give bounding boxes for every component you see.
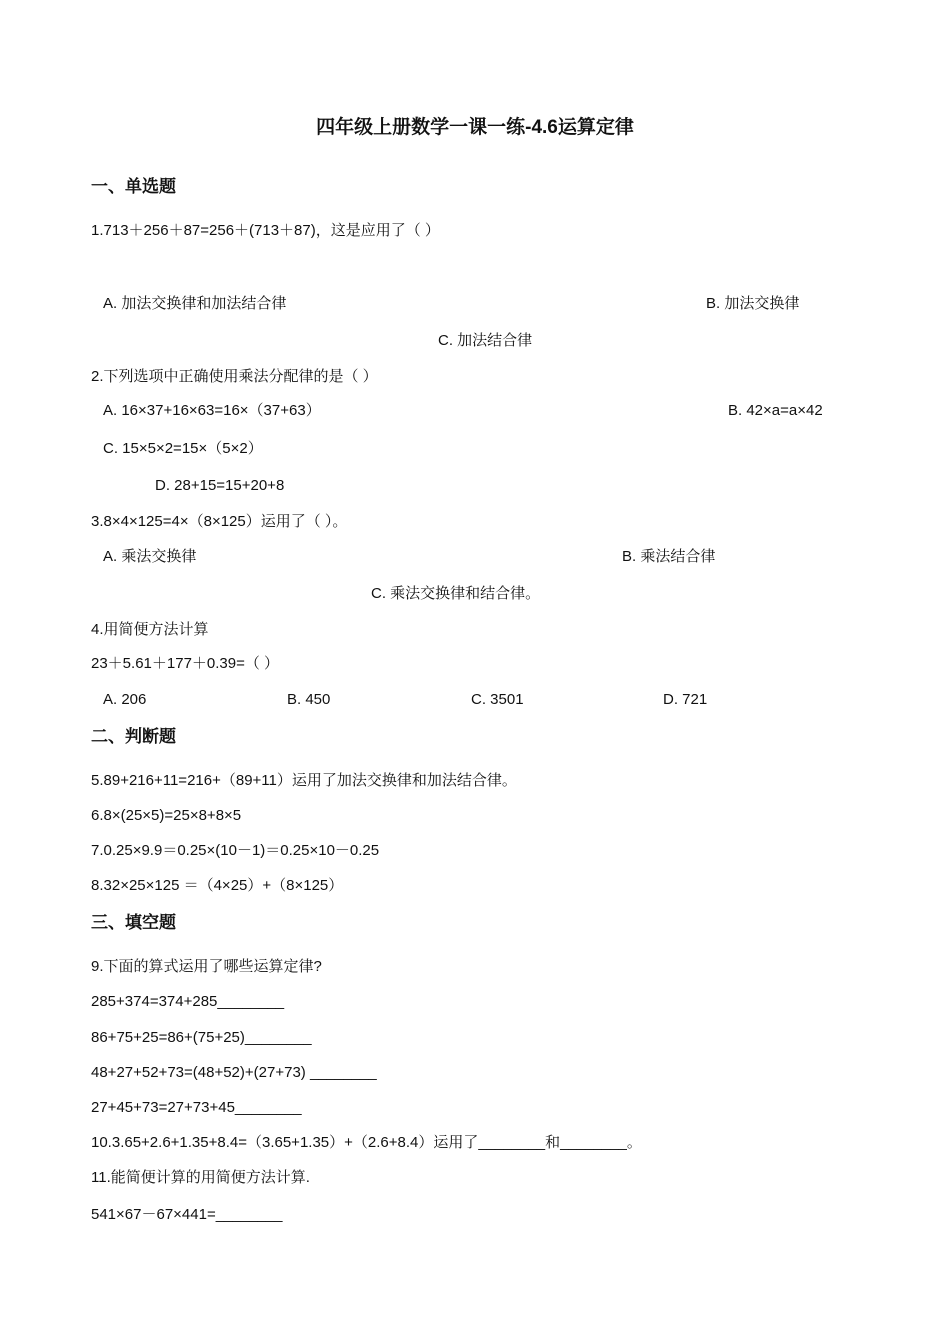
question-10-stem: 10.3.65+2.6+1.35+8.4=（3.65+1.35）+（2.6+8.4）运用了________和________。 [91,1134,642,1151]
question-9-line-4: 27+45+73=27+73+45________ [91,1099,302,1116]
question-9-line-1: 285+374=374+285________ [91,993,285,1010]
question-3-option-a: A. 乘法交换律 [103,548,197,565]
section-heading-single-choice: 一、单选题 [91,177,176,196]
question-4-option-a: A. 206 [103,691,147,708]
question-9-line-3: 48+27+52+73=(48+52)+(27+73) ________ [91,1064,377,1081]
question-3-option-b: B. 乘法结合律 [622,548,716,565]
question-9-line-2: 86+75+25=86+(75+25)________ [91,1029,312,1046]
question-1-option-a: A. 加法交换律和加法结合律 [103,295,287,312]
page-title: 四年级上册数学一课一练-4.6运算定律 [316,117,634,138]
question-11-line-1: 541×67－67×441=________ [91,1206,283,1223]
judge-item-5: 5.89+216+11=216+（89+11）运用了加法交换律和加法结合律。 [91,772,517,789]
question-4-option-d: D. 721 [663,691,708,708]
question-1-option-b: B. 加法交换律 [706,295,800,312]
question-2-stem: 2.下列选项中正确使用乘法分配律的是（ ） [91,368,378,385]
judge-item-6: 6.8×(25×5)=25×8+8×5 [91,807,242,824]
question-4-stem: 4.用简便方法计算 [91,621,209,638]
question-11-stem: 11.能简便计算的用简便方法计算. [91,1169,310,1186]
question-4-option-b: B. 450 [287,691,331,708]
question-1-option-c: C. 加法结合律 [438,332,533,349]
question-3-option-c: C. 乘法交换律和结合律。 [371,585,541,602]
judge-item-8: 8.32×25×125 ＝（4×25）+（8×125） [91,877,344,894]
question-9-stem: 9.下面的算式运用了哪些运算定律? [91,958,322,975]
question-2-option-c: C. 15×5×2=15×（5×2） [103,440,263,457]
section-heading-fill-blank: 三、填空题 [91,913,176,932]
question-2-option-a: A. 16×37+16×63=16×（37+63） [103,402,321,419]
question-1-stem: 1.713＋256＋87=256＋(713＋87)，这是应用了（ ） [91,222,440,239]
question-4-option-c: C. 3501 [471,691,524,708]
question-2-option-d: D. 28+15=15+20+8 [155,477,285,494]
question-2-option-b: B. 42×a=a×42 [728,402,823,419]
section-heading-true-false: 二、判断题 [91,727,176,746]
question-3-stem: 3.8×4×125=4×（8×125）运用了（ ）。 [91,513,348,530]
question-4-expression: 23＋5.61＋177＋0.39=（ ） [91,655,280,672]
judge-item-7: 7.0.25×9.9＝0.25×(10－1)＝0.25×10－0.25 [91,842,380,859]
